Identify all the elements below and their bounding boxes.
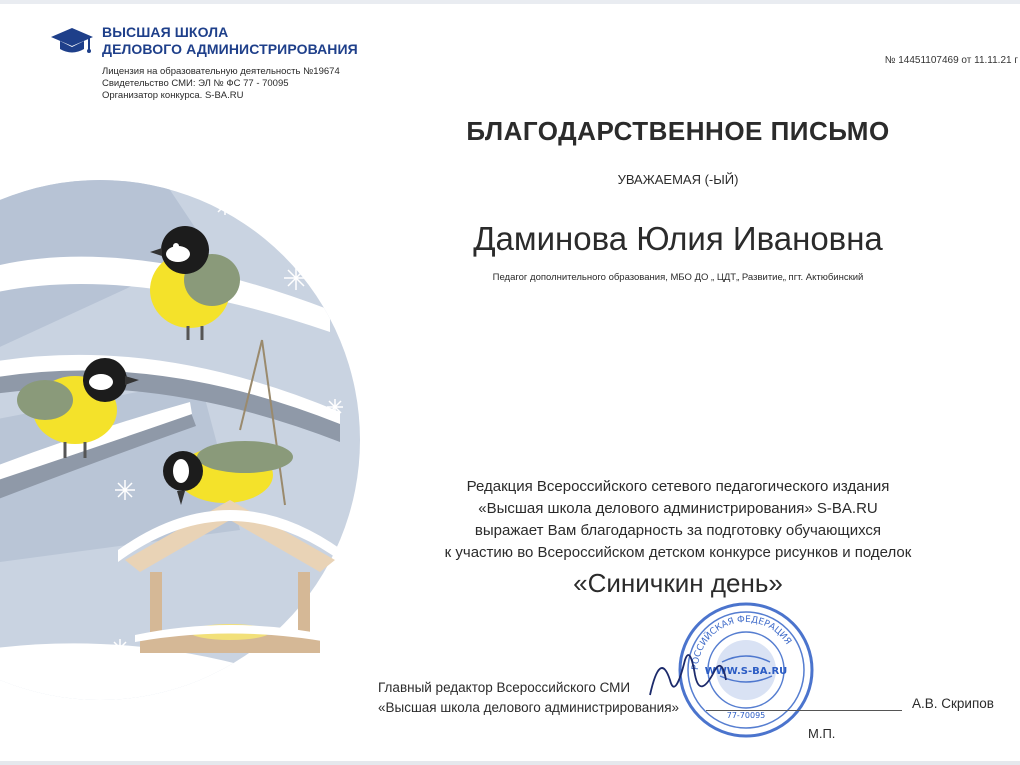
- org-name: [102, 24, 358, 58]
- signature-line: [706, 710, 902, 711]
- signatory-role-line1: Главный редактор Всероссийского СМИ: [378, 680, 631, 695]
- signatory-role: [378, 678, 679, 718]
- signatory-role-line2: «Высшая школа делового администрирования»: [378, 700, 680, 715]
- media-cert-text: Свидетельство СМИ: ЭЛ № ФС 77 - 70095: [102, 78, 289, 89]
- recipient-name: Даминова Юлия Ивановна: [473, 220, 883, 257]
- titmice-illustration: [0, 110, 360, 730]
- snowflake-icon: [300, 670, 320, 690]
- org-name-line1: ВЫСШАЯ ШКОЛА: [102, 24, 229, 40]
- body-line: «Высшая школа делового администрирования» S-BA.RU: [478, 500, 878, 517]
- letter-body: [368, 476, 988, 564]
- recipient-position: Педагог дополнительного образования, МБО ДО „ ЦДТ„ Развитие„ пгт. Актюбинский: [492, 272, 864, 283]
- greeting: УВАЖАЕМАЯ (-ЫЙ): [617, 172, 739, 187]
- contest-name: «Синичкин день»: [573, 568, 783, 598]
- snowflake-icon: [138, 136, 156, 154]
- document-number: № 14451107469 от 11.11.21 г: [884, 55, 1018, 66]
- bottom-border: [0, 761, 1020, 765]
- license-text: Лицензия на образовательную деятельность №19674: [102, 66, 340, 77]
- snowflake-icon: [50, 262, 70, 282]
- snowflake-icon: [215, 195, 235, 215]
- snowflake-icon: [327, 399, 343, 415]
- body-line: Редакция Всероссийского сетевого педагогического издания: [466, 478, 890, 495]
- body-line: к участию во Всероссийском детском конкурсе рисунков и поделок: [444, 544, 912, 561]
- snowflake-icon: [115, 480, 135, 500]
- top-border: [0, 0, 1020, 4]
- org-name-line2: ДЕЛОВОГО АДМИНИСТРИРОВАНИЯ: [102, 41, 358, 57]
- organizer-text: Организатор конкурса. S-BA.RU: [102, 90, 244, 101]
- stamp-center-text: WWW.S-BA.RU: [704, 666, 788, 677]
- stamp-ring-text: РОССИЙСКАЯ ФЕДЕРАЦИЯ: [690, 614, 793, 671]
- body-line: выражает Вам благодарность за подготовку обучающихся: [474, 522, 882, 539]
- org-credentials: [102, 66, 340, 102]
- editor-name: А.В. Скрипов: [912, 696, 994, 711]
- stamp-number: 77-70095: [726, 711, 766, 720]
- snowflake-icon: [308, 148, 336, 176]
- document-title: БЛАГОДАРСТВЕННОЕ ПИСЬМО: [466, 116, 890, 146]
- graduation-cap-icon: [50, 26, 94, 56]
- seal-place-label: М.П.: [808, 726, 836, 741]
